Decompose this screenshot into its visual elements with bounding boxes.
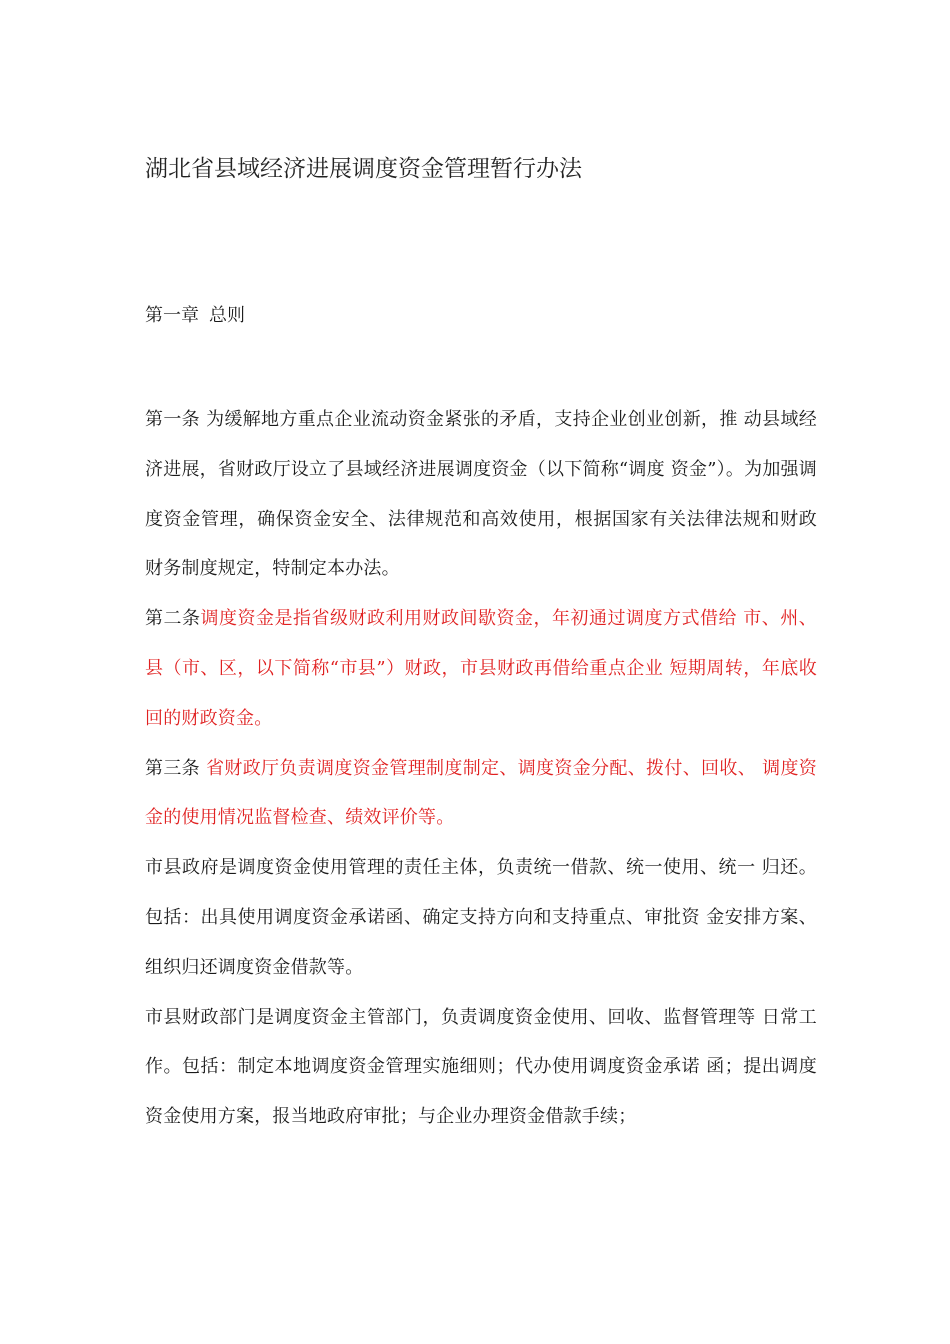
article-3-label: 第三条: [145, 757, 200, 779]
document-body: [145, 395, 817, 1142]
article-2: [145, 594, 817, 743]
paragraph-county-finance: 市县财政部门是调度资金主管部门，负责调度资金使用、回收、监督管理等 日常工作。包括：制定本地调度资金管理实施细则；代办使用调度资金承诺 函；提出调度资金使用方案，报当地政府审批；与企业办理资金借款手续；: [145, 1006, 817, 1128]
article-1-label: 第一条: [145, 409, 200, 430]
chapter-label: 第一章: [145, 305, 199, 326]
paragraph-county-government: 市县政府是调度资金使用管理的责任主体，负责统一借款、统一使用、统一 归还。包括：出具使用调度资金承诺函、确定支持方向和支持重点、审批资 金安排方案、组织归还调度资金借款等。: [145, 857, 817, 978]
chapter-heading: [145, 302, 245, 330]
document-title: 湖北省县域经济进展调度资金管理暂行办法: [145, 156, 582, 182]
article-3: [145, 744, 817, 844]
article-2-text: 调度资金是指省级财政利用财政间歇资金，年初通过调度方式借给 市、州、县（市、区，以下简称“市县”）财政，市县财政再借给重点企业 短期周转，年底收回的财政资金。: [145, 608, 817, 729]
article-1: [145, 395, 817, 594]
chapter-name: 总则: [209, 305, 245, 326]
article-2-label: 第二条: [145, 608, 201, 630]
article-1-text: 为缓解地方重点企业流动资金紧张的矛盾，支持企业创业创新，推 动县域经济进展，省财政厅设立了县域经济进展调度资金（以下简称“调度 资金”）。为加强调度资金管理，确保资金安全、法律规范和高效使用，根据国家有关法律法规和财政财务制度规定，特制定本办法。: [145, 409, 817, 580]
article-3-text: 省财政厅负责调度资金管理制度制定、调度资金分配、拨付、回收、 调度资金的使用情况监督检查、绩效评价等。: [145, 757, 817, 829]
